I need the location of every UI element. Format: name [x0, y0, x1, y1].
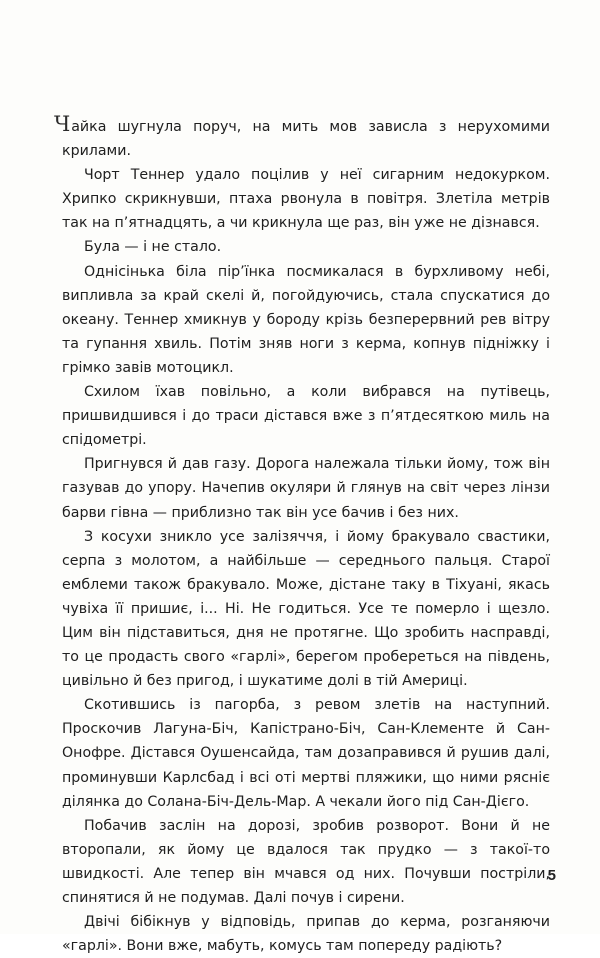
- paragraph-10: Двічі бібікнув у відповідь, припав до керма, розганяючи «гарлі». Вони вже, мабуть, комусь там попереду радіють?: [62, 914, 550, 955]
- paragraph-1-text: айка шугнула поруч, на мить мов зависла з нерухомими крилами.: [62, 119, 550, 160]
- paragraph-1: [54, 112, 550, 163]
- paragraph-9: Побачив заслін на дорозі, зробив розворот. Вони й не второпали, як йому це вдалося так прудко — з такої-то швидкості. Але тепер він мчався од них. Почувши постріли, спинятися й не подумав. Далі почув і сирени.: [62, 817, 550, 906]
- paragraph-3: Була — і не стало.: [84, 239, 222, 256]
- paragraph-2: Чорт Теннер удало поцілив у неї сигарним недокурком. Хрипко скрикнувши, птаха рвонула в повітря. Злетіла метрів так на п’ятнадцять, а чи крикнула ще раз, він уже не дізнався.: [62, 167, 550, 232]
- paragraph-8: Скотившись із пагорба, з ревом злетів на наступний. Проскочив Лагуна-Біч, Капістрано-Біч, Сан-Клементе й Сан-Онофре. Дістався Оушенсайда, там дозаправився й рушив далі, проминувши Карлсбад і всі оті мертві пляжики, що ними рясніє ділянка до Солана-Біч-Дель-Мар. А чекали його під Сан-Дієго.: [62, 697, 550, 810]
- paragraph-4: Однісінька біла пір’їнка посмикалася в бурхливому небі, випливла за край скелі й, погойдуючись, стала спускатися до океану. Теннер хмикнув у бороду крізь безперервний рев вітру та гупання хвиль. Потім зняв ноги з керма, копнув підніжку і грімко завів мотоцикл.: [62, 263, 550, 376]
- paragraph-7: З косухи зникло усе залізяччя, і йому бракувало свастики, серпа з молотом, а найбільше — середнього пальця. Старої емблеми також бракувало. Може, дістане таку в Тіхуані, якась чувіха її пришиє, і... Ні. Не годиться. Усе те померло і щезло. Цим він підставиться, дня не протягне. Що зробить насправді, то це продасть свого «гарлі», берегом пробереться на південь, цивільно й без пригод, і шукатиме долі в тій Америці.: [62, 528, 550, 690]
- body-text: [54, 112, 550, 958]
- page-number: 5: [547, 867, 556, 884]
- paragraph-6: Пригнувся й дав газу. Дорога належала тільки йому, тож він газував до упору. Начепив окуляри й глянув на світ через лінзи барви гівна — приблизно так він усе бачив і без них.: [62, 456, 550, 521]
- dropcap-letter: Ч: [54, 112, 72, 136]
- paragraph-5: Схилом їхав повільно, а коли вибрався на путівець, пришвидшився і до траси дістався вже з п’ятдесяткою миль на спідометрі.: [62, 384, 550, 449]
